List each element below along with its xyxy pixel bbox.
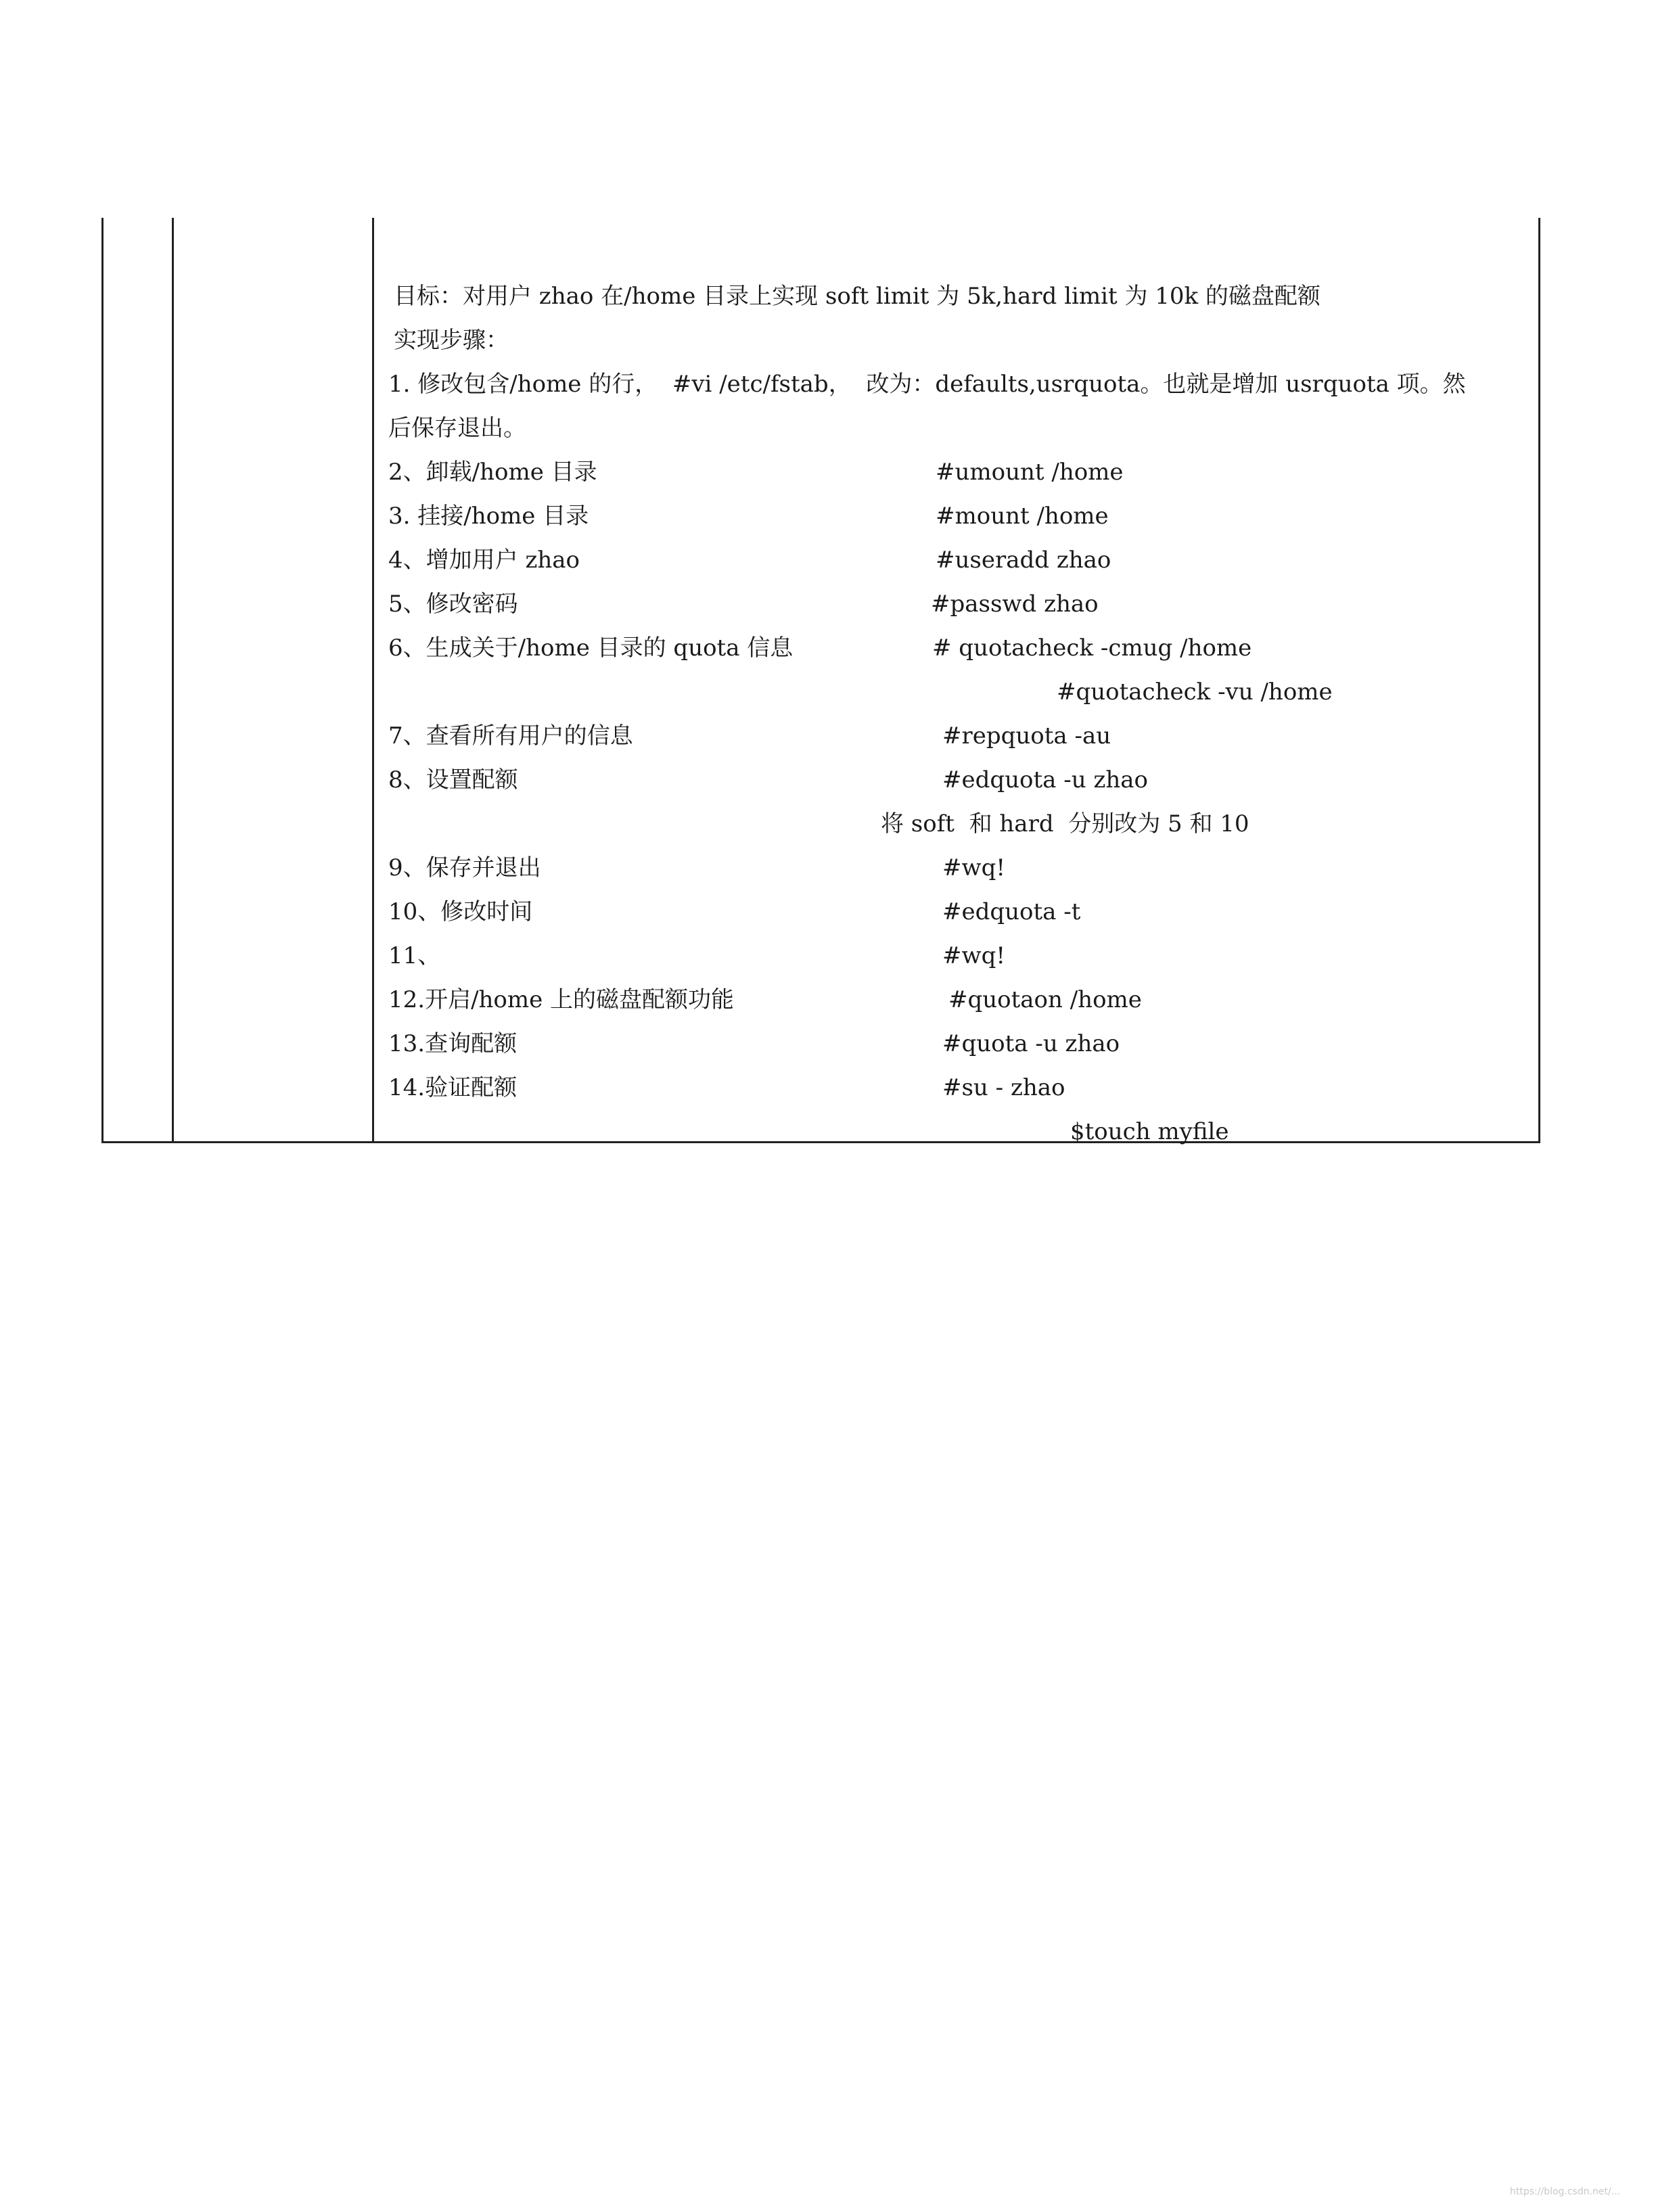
- step-12-label: 12.开启/home 上的磁盘配额功能: [388, 986, 735, 1013]
- step-10-command: #edquota -t: [942, 898, 1081, 925]
- step-5-label: 5、修改密码: [388, 591, 518, 618]
- step-9-command: #wq!: [942, 854, 1006, 881]
- step-6-command: # quotacheck -cmug /home: [932, 635, 1252, 662]
- step-2-label: 2、卸载/home 目录: [388, 459, 597, 486]
- step-2-command: #umount /home: [936, 459, 1124, 486]
- step-7-command: #repquota -au: [942, 722, 1111, 750]
- step-1-line-2: 后保存退出。: [388, 415, 526, 442]
- step-3-command: #mount /home: [936, 503, 1109, 530]
- step-14-label: 14.验证配额: [388, 1074, 518, 1101]
- step-7-label: 7、查看所有用户的信息: [388, 722, 633, 750]
- step-13-label: 13.查询配额: [388, 1030, 518, 1057]
- step-1-line-1: 1. 修改包含/home 的行， #vi /etc/fstab， 改为：defaults,usrquota。也就是增加 usrquota 项。然: [388, 371, 1466, 398]
- step-8-command: #edquota -u zhao: [942, 766, 1148, 793]
- step-4-command: #useradd zhao: [936, 547, 1111, 574]
- step-9-label: 9、保存并退出: [388, 854, 541, 881]
- step-11-label: 11、: [388, 942, 441, 969]
- step-5-command: #passwd zhao: [931, 591, 1099, 618]
- step-14-command: #su - zhao: [942, 1074, 1065, 1101]
- table-border-right: [1538, 218, 1540, 1143]
- steps-title: 实现步骤：: [394, 327, 509, 354]
- table-border-left: [101, 218, 104, 1143]
- watermark: https://blog.csdn.net/...: [1510, 2186, 1621, 2197]
- step-11-command: #wq!: [942, 942, 1006, 969]
- step-4-label: 4、增加用户 zhao: [388, 547, 580, 574]
- step-13-command: #quota -u zhao: [942, 1030, 1120, 1057]
- step-8-label: 8、设置配额: [388, 766, 518, 793]
- step-8-note: 将 soft 和 hard 分别改为 5 和 10: [881, 810, 1249, 837]
- table-border-bottom: [101, 1141, 1540, 1143]
- step-6-command-2: #quotacheck -vu /home: [1057, 678, 1333, 706]
- step-3-label: 3. 挂接/home 目录: [388, 503, 589, 530]
- step-6-label: 6、生成关于/home 目录的 quota 信息: [388, 635, 794, 662]
- table-divider-1: [172, 218, 174, 1143]
- table-divider-2: [372, 218, 374, 1143]
- step-14-command-2: $touch myfile: [1070, 1118, 1229, 1145]
- step-10-label: 10、修改时间: [388, 898, 533, 925]
- step-12-command: #quotaon /home: [948, 986, 1142, 1013]
- goal-text: 目标：对用户 zhao 在/home 目录上实现 soft limit 为 5k,hard limit 为 10k 的磁盘配额: [394, 283, 1320, 310]
